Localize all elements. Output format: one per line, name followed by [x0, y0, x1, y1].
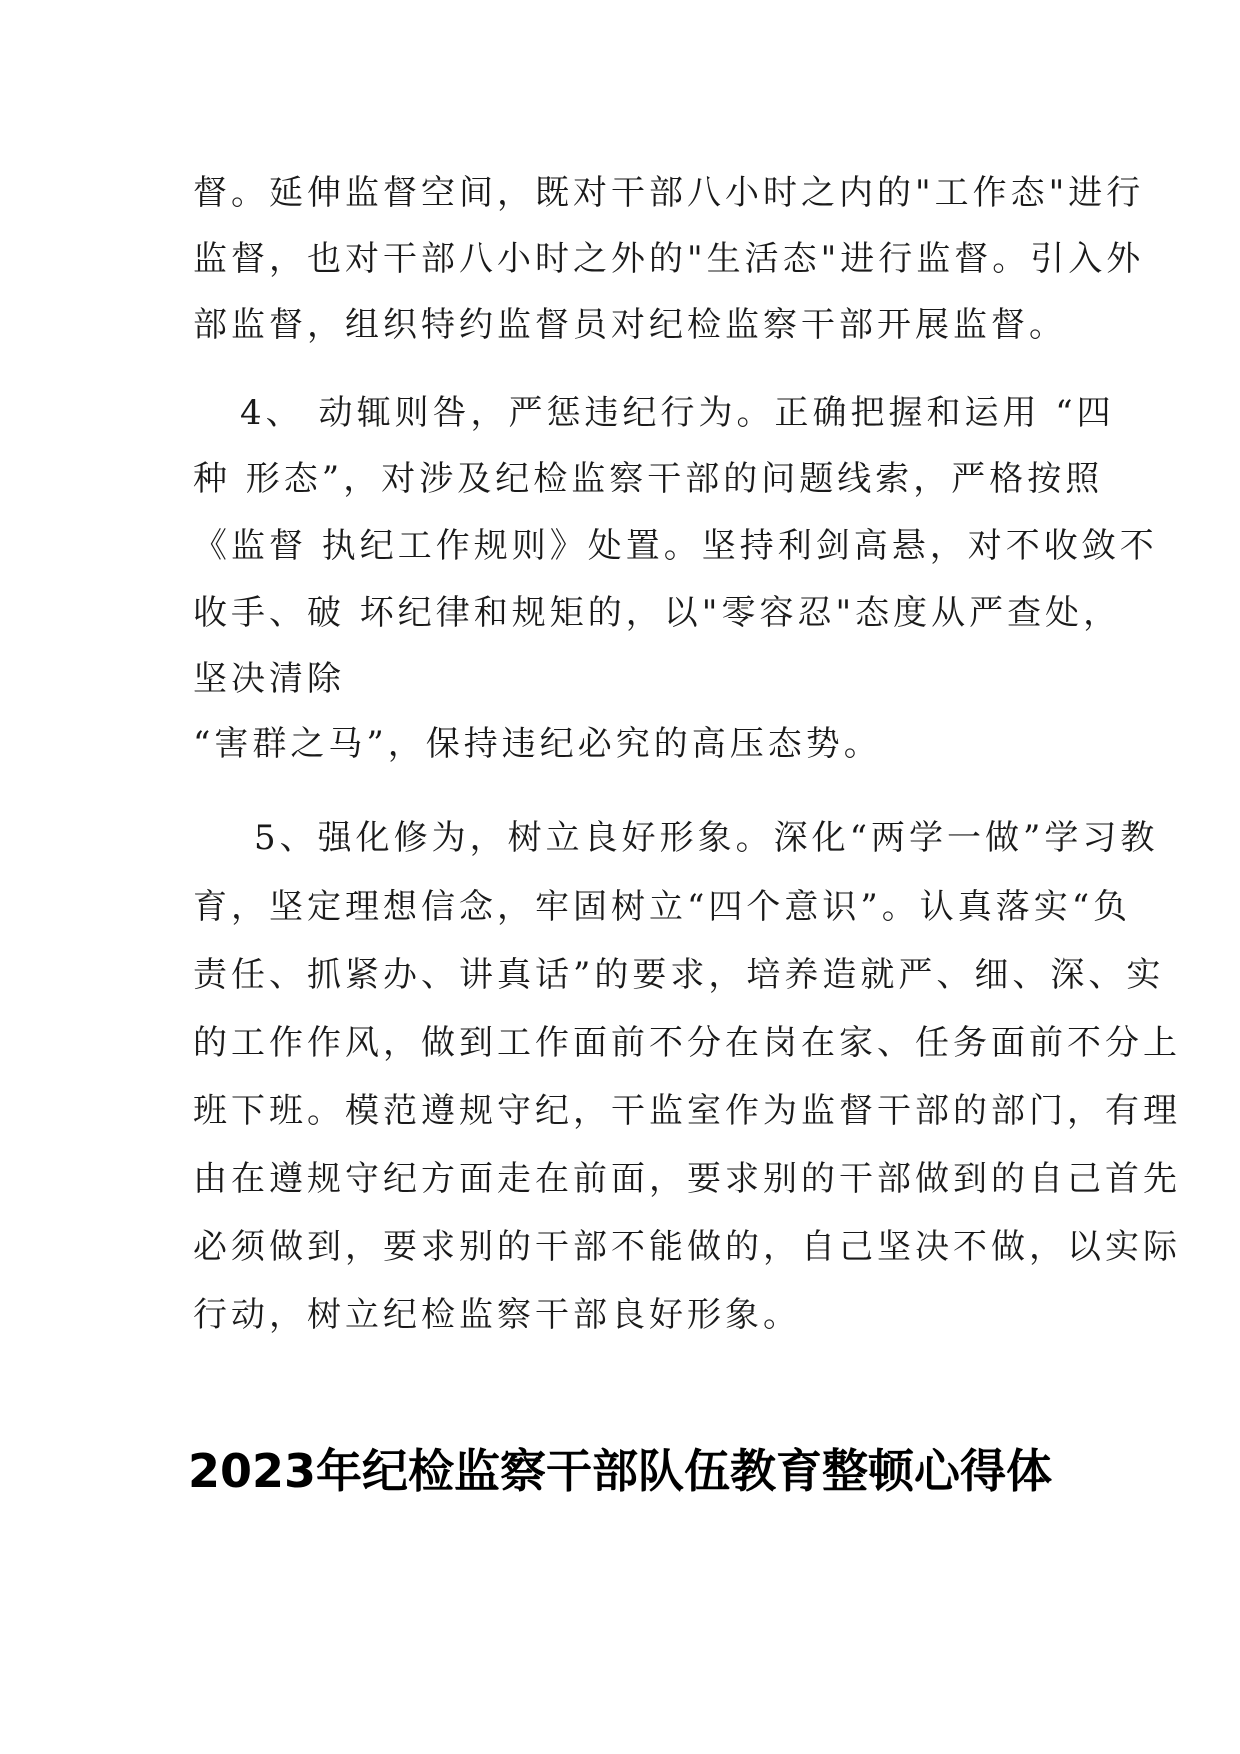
text-line: 监督，也对干部八小时之外的"生活态"进行监督。引入外 — [193, 239, 1145, 279]
text-line: 5、强化修为，树立良好形象。深化“两学一做”学习教 — [254, 818, 1159, 858]
text-line: 责任、抓紧办、讲真话”的要求，培养造就严、细、深、实 — [193, 955, 1165, 995]
text-line: 部监督，组织特约监督员对纪检监察干部开展监督。 — [193, 305, 1067, 345]
text-line: 班下班。模范遵规守纪，干监室作为监督干部的部门，有理 — [193, 1091, 1181, 1131]
text-line: 种 形态”，对涉及纪检监察干部的问题线索，严格按照 — [193, 459, 1104, 499]
text-line: 育，坚定理想信念，牢固树立“四个意识”。认真落实“负 — [193, 887, 1132, 927]
text-line: 督。延伸监督空间，既对干部八小时之内的"工作态"进行 — [193, 173, 1145, 213]
text-line: 行动，树立纪检监察干部良好形象。 — [193, 1295, 801, 1335]
text-line: 的工作作风，做到工作面前不分在岗在家、任务面前不分上 — [193, 1023, 1181, 1063]
text-line: 坚决清除 — [193, 659, 345, 699]
text-line: 由在遵规守纪方面走在前面，要求别的干部做到的自己首先 — [193, 1159, 1181, 1199]
text-line: 必须做到，要求别的干部不能做的，自己坚决不做，以实际 — [193, 1227, 1181, 1267]
text-line: “害群之马”，保持违纪必究的高压态势。 — [193, 724, 882, 764]
text-line: 4、 动辄则咎，严惩违纪行为。正确把握和运用 “四 — [240, 393, 1115, 433]
text-line: 《监督 执纪工作规则》处置。坚持利剑高悬，对不收敛不 — [193, 526, 1158, 566]
text-line: 收手、破 坏纪律和规矩的，以"零容忍"态度从严查处， — [193, 593, 1122, 633]
section-heading: 2023年纪检监察干部队伍教育整顿心得体 — [187, 1444, 1053, 1498]
